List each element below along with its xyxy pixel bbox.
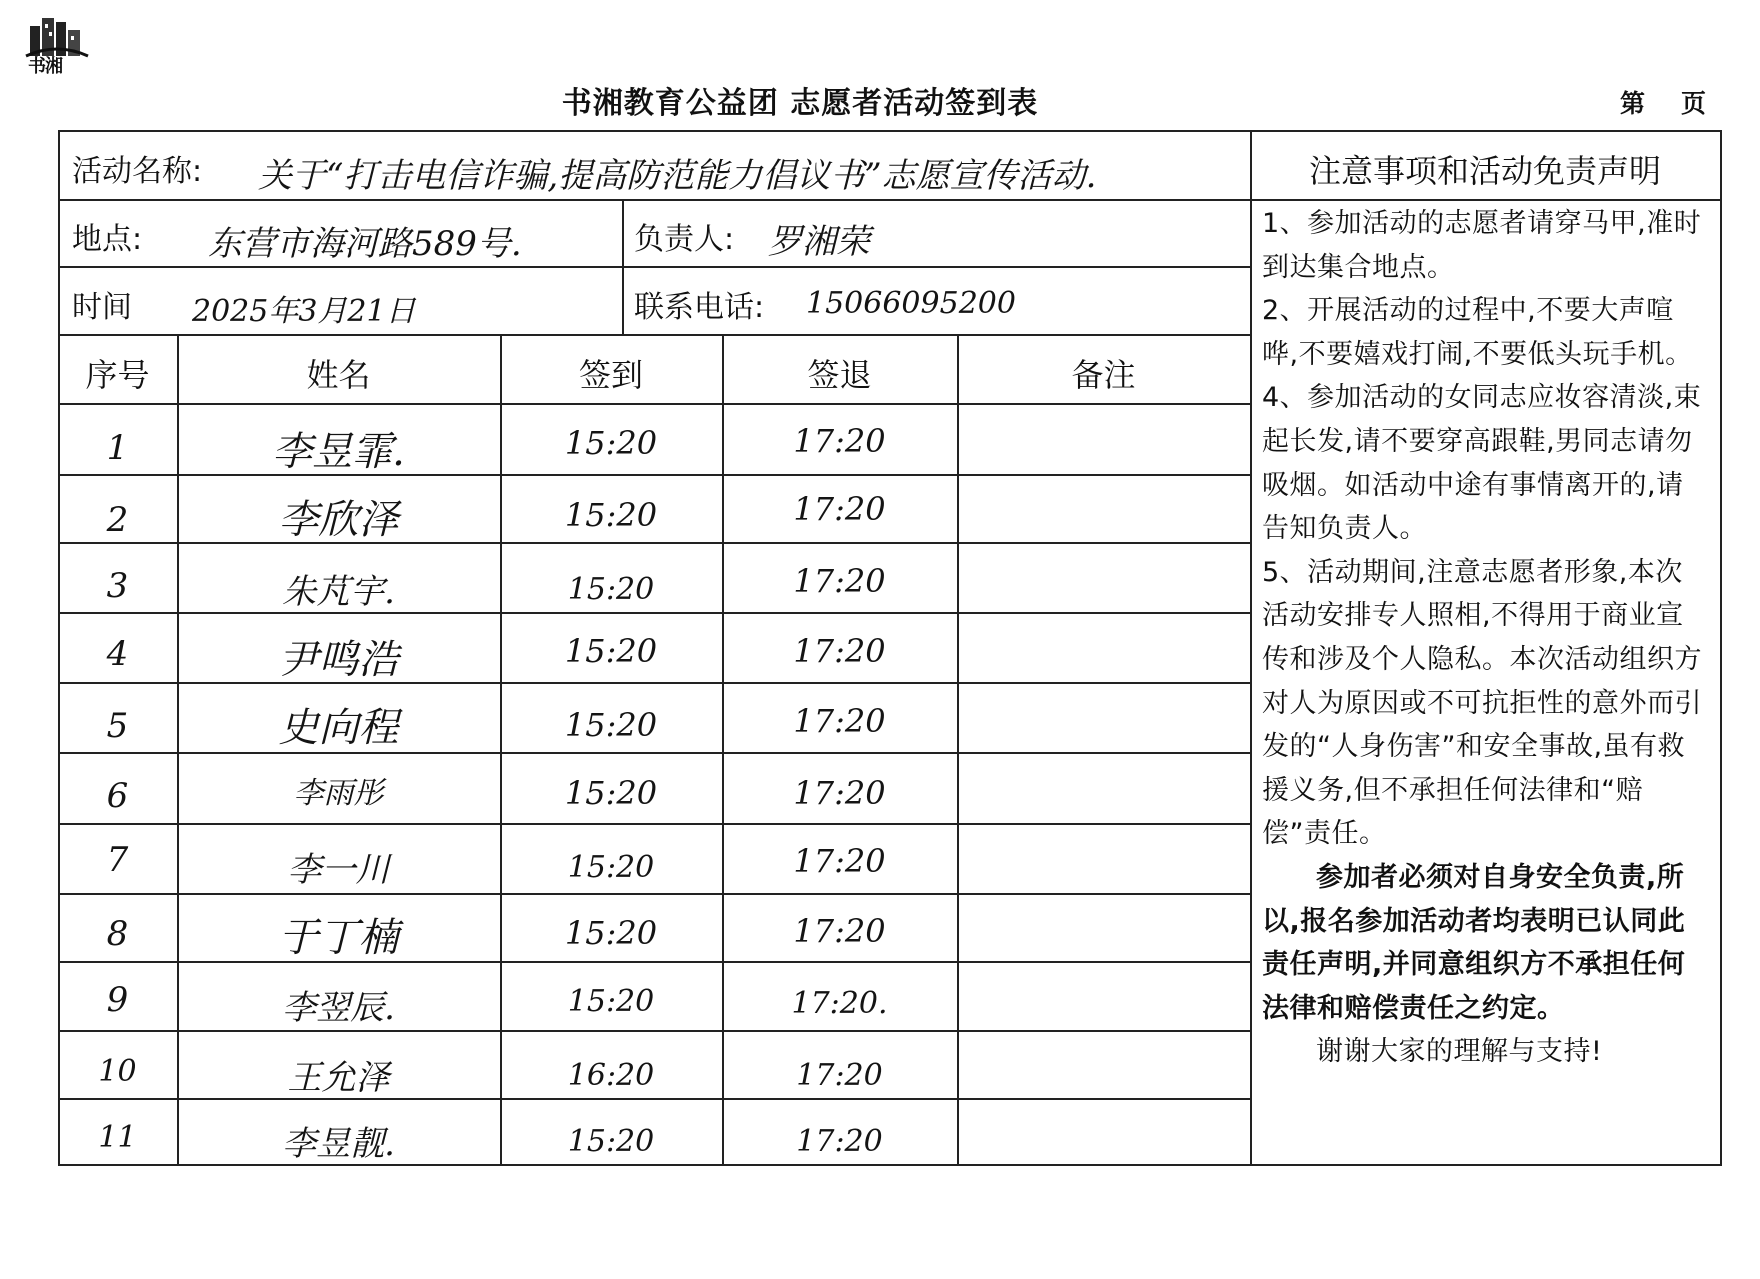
row-no: 8 — [106, 914, 129, 954]
notice-item: 2、开展活动的过程中,不要大声喧哗,不要嬉戏打闹,不要低头玩手机。 — [1262, 295, 1693, 370]
row-no: 5 — [106, 706, 129, 746]
row-signout: 17:20 — [793, 422, 886, 460]
row-name: 史向程 — [278, 705, 399, 751]
notice-thanks: 谢谢大家的理解与支持! — [1316, 1036, 1603, 1068]
notice-item: 1、参加活动的志愿者请穿马甲,准时到达集合地点。 — [1262, 208, 1702, 283]
row-signout: 17:20 — [796, 1058, 883, 1093]
row-name: 朱芃宇. — [282, 572, 395, 612]
page-label-suffix: 页 — [1681, 89, 1707, 118]
rule — [957, 334, 959, 1166]
activity-name-label: 活动名称: — [72, 154, 203, 189]
row-signout: 17:20 — [796, 1124, 883, 1159]
notice-body — [1262, 202, 1710, 1074]
row-signout: 17:20 — [793, 702, 886, 740]
row-no: 10 — [98, 1054, 137, 1089]
row-signin: 15:20 — [564, 496, 658, 534]
row-name: 王允泽 — [287, 1058, 390, 1098]
logo-text: 书湘 — [28, 56, 62, 77]
row-no: 7 — [106, 840, 129, 880]
row-signout: 17:20 — [793, 562, 886, 600]
row-name: 于丁楠 — [278, 915, 399, 961]
time-label: 时间 — [72, 290, 132, 325]
row-no: 6 — [106, 776, 129, 816]
row-signout: 17:20. — [791, 986, 888, 1021]
row-signin: 15:20 — [564, 424, 658, 462]
leader-label: 负责人: — [634, 222, 735, 257]
row-signin: 16:20 — [567, 1058, 655, 1093]
row-signin: 15:20 — [564, 774, 658, 812]
row-signout: 17:20 — [793, 632, 886, 670]
row-no: 11 — [98, 1120, 137, 1155]
row-signout: 17:20 — [793, 842, 886, 880]
row-name: 李昱霏. — [272, 429, 405, 475]
row-signin: 15:20 — [564, 706, 658, 744]
location-value: 东营市海河路589号. — [208, 224, 522, 264]
row-no: 1 — [106, 428, 129, 468]
row-no: 4 — [106, 634, 129, 674]
row-signin: 15:20 — [567, 572, 655, 607]
phone-label: 联系电话: — [634, 290, 765, 325]
notice-item: 5、活动期间,注意志愿者形象,本次活动安排专人照相,不得用于商业宣传和涉及个人隐私。本次活动组织方对人为原因或不可抗拒性的意外而引发的“人身伤害”和安全事故,虽有救援义务,但不承担任何法律和“赔偿”责任。 — [1262, 556, 1702, 850]
notice-title: 注意事项和活动免责声明 — [1308, 152, 1661, 190]
col-header-note: 备注 — [1071, 356, 1136, 394]
col-header-signin: 签到 — [578, 356, 643, 394]
row-signin: 15:20 — [567, 984, 655, 1019]
notice-item: 4、参加活动的女同志应妆容清淡,束起长发,请不要穿高跟鞋,男同志请勿吸烟。如活动中途有事情离开的,请告知负责人。 — [1262, 382, 1702, 545]
col-header-signout: 签退 — [807, 356, 872, 394]
rule — [622, 199, 624, 334]
page-label-prefix: 第 — [1620, 89, 1646, 118]
row-signin: 15:20 — [564, 632, 658, 670]
row-no: 9 — [106, 980, 129, 1020]
row-signin: 15:20 — [567, 1124, 655, 1159]
rule — [58, 1030, 1250, 1032]
row-signout: 17:20 — [793, 912, 886, 950]
row-signin: 15:20 — [564, 914, 658, 952]
rule — [58, 403, 1250, 405]
row-signin: 15:20 — [567, 850, 655, 885]
row-name: 李昱靓. — [282, 1124, 395, 1164]
location-label: 地点: — [72, 222, 143, 257]
row-signout: 17:20 — [793, 490, 886, 528]
row-signout: 17:20 — [793, 774, 886, 812]
rule — [58, 823, 1250, 825]
row-name: 李雨彤 — [293, 776, 384, 811]
notice-disclaimer: 参加者必须对自身安全负责,所以,报名参加活动者均表明已认同此责任声明,并同意组织方不承担任何法律和赔偿责任之约定。 — [1262, 861, 1686, 1024]
row-no: 3 — [106, 566, 129, 606]
time-value: 2025年3月21日 — [192, 294, 416, 329]
col-header-name: 姓名 — [306, 356, 371, 394]
rule — [58, 893, 1250, 895]
rule — [58, 334, 1250, 336]
row-name: 李一川 — [287, 850, 390, 890]
leader-value: 罗湘荣 — [768, 222, 870, 262]
page-title: 书湘教育公益团 志愿者活动签到表 — [561, 86, 1039, 121]
row-no: 2 — [106, 500, 129, 540]
rule — [58, 199, 1722, 201]
page-number — [1620, 84, 1742, 120]
row-name: 李翌辰. — [282, 988, 395, 1028]
row-name: 尹鸣浩 — [278, 637, 399, 683]
activity-name-value: 关于“打击电信诈骗,提高防范能力倡议书”志愿宣传活动. — [258, 156, 1097, 196]
row-name: 李欣泽 — [278, 497, 399, 543]
rule — [58, 266, 1250, 268]
col-header-no: 序号 — [85, 356, 150, 394]
phone-value: 15066095200 — [806, 286, 1016, 321]
rule — [1250, 130, 1252, 1166]
